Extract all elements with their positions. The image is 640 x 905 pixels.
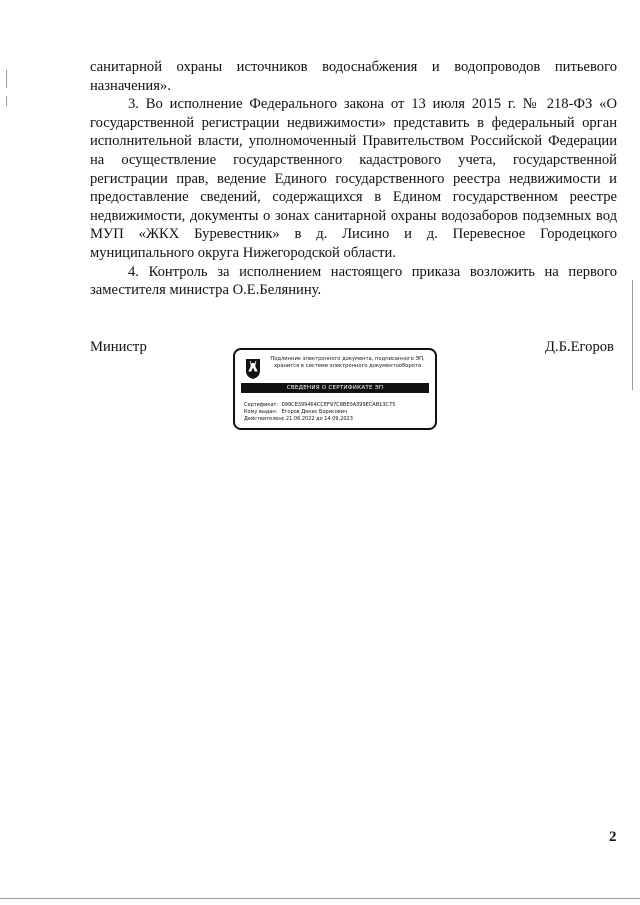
scan-edge-mark [6,70,7,88]
stamp-row-value: 099CE399464CCEF97C8BE0A399ECAB13C75 [281,402,396,408]
stamp-row-validity [244,416,434,423]
stamp-row-owner [244,409,434,416]
signer-title: Министр [90,339,147,355]
scan-edge-mark [6,96,7,106]
stamp-row-label: Кому выдан: [244,409,278,415]
signer-name: Д.Б.Егоров [545,339,614,355]
stamp-header-text: Подлинник электронного документа, подписанного ЭП, хранится в системе электронного документооборота [270,356,425,369]
body-text [90,58,617,300]
stamp-row-certificate [244,402,434,409]
deer-emblem-icon [245,358,261,384]
page-number: 2 [609,829,617,845]
paragraph-continuation: санитарной охраны источников водоснабжения и водопроводов питьевого назначения». [90,59,617,94]
stamp-certificate-bar: СВЕДЕНИЯ О СЕРТИФИКАТЕ ЭП [241,383,429,393]
stamp-row-value: с 21.06.2022 до 14.09.2023 [281,416,353,422]
stamp-certificate-details [244,402,434,423]
scan-edge-mark [0,898,640,899]
paragraph-item-4: 4. Контроль за исполнением настоящего приказа возложить на первого заместителя министра О.Е.Белянину. [90,263,617,299]
stamp-row-label: Действителен: [244,416,284,422]
electronic-signature-stamp [233,348,437,430]
paragraph-item-3: 3. Во исполнение Федерального закона от 13 июля 2015 г. № 218-ФЗ «О государственной регистрации недвижимости» представить в федеральный орган исполнительной власти, уполномоченный Правительством Российской Федерации на осуществление государственного кадастрового учета, государственной регистрации прав, ведение Единого государственного реестра недвижимости и предоставление сведений, содержащихся в Едином государственном реестре недвижимости, документы о зонах санитарной охраны водозаборов подземных вод МУП «ЖКХ Буревестник» в д. Лисино и д. Перевесное Городецкого муниципального округа Нижегородской области. [90,96,617,261]
stamp-row-value: Егоров Денис Борисович [281,409,347,415]
scan-edge-mark [632,280,633,390]
stamp-row-label: Сертификат: [244,402,279,408]
